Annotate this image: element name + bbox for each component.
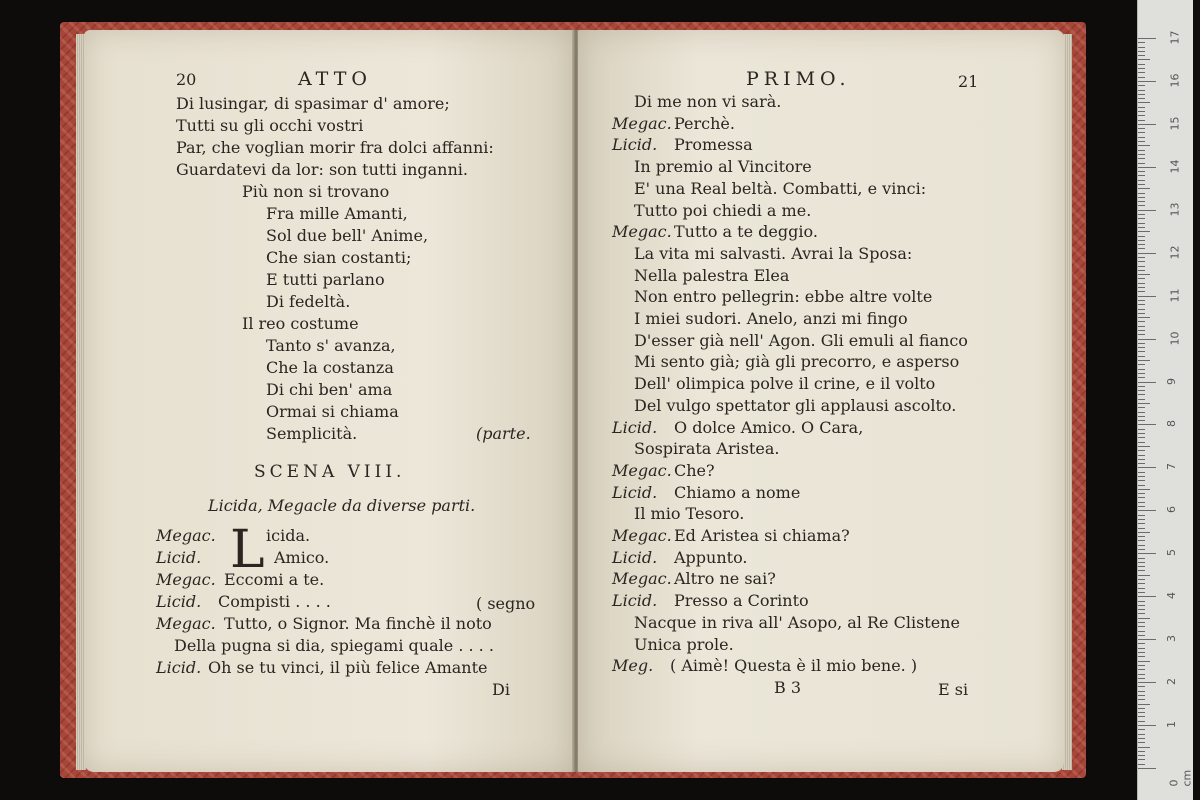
right-page [578, 30, 1064, 772]
dialogue-text: Tutto a te deggio. [674, 222, 818, 242]
ruler-tick [1138, 150, 1145, 151]
ruler-tick [1138, 480, 1145, 481]
ruler-tick [1138, 231, 1150, 232]
speaker-label: Licid. [156, 658, 202, 677]
ruler-tick [1138, 725, 1156, 726]
ruler-tick [1138, 287, 1145, 288]
dialogue-text: Oh se tu vinci, il più felice Amante [208, 658, 488, 677]
dialogue-text: Nella palestra Elea [634, 265, 790, 285]
ruler-tick [1138, 553, 1156, 554]
ruler-tick [1138, 523, 1145, 524]
verse-line: Ormai si chiama [266, 402, 399, 421]
verse-line: Più non si trovano [242, 182, 390, 201]
ruler-tick [1138, 356, 1145, 357]
dialogue-text: Nacque in riva all' Asopo, al Re Clistene [634, 612, 960, 632]
speaker-label: Megac. [612, 222, 672, 242]
ruler-number: 1 [1165, 721, 1178, 729]
speaker-label: Megac. [612, 460, 672, 480]
ruler-tick [1138, 601, 1145, 602]
ruler-tick [1138, 609, 1145, 610]
ruler-tick [1138, 128, 1145, 129]
ruler-tick [1138, 266, 1145, 267]
ruler-tick [1138, 566, 1145, 567]
ruler-tick [1138, 364, 1145, 365]
dialogue-text: Presso a Corinto [674, 591, 809, 611]
ruler-tick [1138, 489, 1150, 490]
ruler-tick [1138, 424, 1156, 425]
ruler-tick [1138, 317, 1150, 318]
ruler-number: 4 [1165, 592, 1178, 600]
dialogue-text: In premio al Vincitore [634, 157, 812, 177]
ruler-tick [1138, 515, 1145, 516]
ruler-tick [1138, 420, 1145, 421]
dialogue-text: O dolce Amico. O Cara, [674, 417, 864, 437]
ruler-number: 5 [1165, 549, 1178, 557]
ruler-number: 3 [1165, 635, 1178, 643]
ruler-tick [1138, 686, 1145, 687]
ruler-tick [1138, 476, 1145, 477]
ruler-tick [1138, 618, 1150, 619]
ruler-tick [1138, 236, 1145, 237]
ruler-tick [1138, 248, 1145, 249]
ruler-tick [1138, 738, 1145, 739]
ruler-tick [1138, 558, 1145, 559]
ruler-tick [1138, 274, 1150, 275]
ruler-number: 9 [1165, 377, 1178, 385]
ruler-tick [1138, 132, 1145, 133]
stage-direction: (parte. [476, 424, 531, 443]
drop-cap: L [230, 520, 265, 580]
dialogue-text: Del vulgo spettator gli applausi ascolto. [634, 395, 957, 415]
ruler-tick [1138, 437, 1145, 438]
ruler-tick [1138, 197, 1145, 198]
ruler-tick [1138, 326, 1145, 327]
ruler-tick [1138, 382, 1156, 383]
ruler-tick [1138, 403, 1150, 404]
ruler-tick [1138, 38, 1156, 39]
ruler-tick [1138, 734, 1145, 735]
ruler-tick [1138, 570, 1145, 571]
ruler-tick [1138, 339, 1156, 340]
speaker-label: Licid. [612, 135, 658, 155]
ruler-tick [1138, 506, 1145, 507]
ruler-tick [1138, 485, 1145, 486]
ruler-tick [1138, 81, 1156, 82]
ruler-tick [1138, 59, 1150, 60]
dialogue-text: Della pugna si dia, spiegami quale . . . . [174, 636, 494, 655]
ruler-tick [1138, 42, 1145, 43]
measuring-ruler [1137, 0, 1193, 800]
ruler-tick [1138, 373, 1145, 374]
ruler-number: 15 [1168, 116, 1182, 131]
ruler-tick [1138, 708, 1145, 709]
speaker-label: Licid. [612, 591, 658, 611]
dialogue-text: Ed Aristea si chiama? [674, 526, 850, 545]
ruler-tick [1138, 330, 1145, 331]
ruler-tick [1138, 171, 1145, 172]
speaker-label: Licid. [156, 592, 202, 611]
speaker-label: Megac. [612, 526, 672, 545]
ruler-tick [1138, 446, 1150, 447]
dialogue-text: Il mio Tesoro. [634, 504, 745, 524]
ruler-tick [1138, 639, 1156, 640]
ruler-tick [1138, 528, 1145, 529]
dialogue-text: Tutto poi chiedi a me. [634, 200, 812, 220]
ruler-tick [1138, 154, 1145, 155]
speaker-label: Megac. [612, 569, 672, 589]
dialogue-text: I miei sudori. Anelo, anzi mi fingo [634, 309, 908, 328]
ruler-tick [1138, 102, 1150, 103]
ruler-tick [1138, 291, 1145, 292]
ruler-tick [1138, 261, 1145, 262]
catchword: E si [938, 680, 969, 699]
ruler-tick [1138, 115, 1145, 116]
ruler-tick [1138, 120, 1145, 121]
ruler-tick [1138, 592, 1145, 593]
speaker-label: Meg. [612, 656, 654, 676]
ruler-tick [1138, 416, 1145, 417]
ruler-tick [1138, 193, 1145, 194]
ruler-tick [1138, 442, 1145, 443]
ruler-tick [1138, 90, 1145, 91]
ruler-tick [1138, 94, 1145, 95]
ruler-tick [1138, 270, 1145, 271]
ruler-tick [1138, 223, 1145, 224]
left-page [84, 30, 574, 772]
dialogue-text: Di me non vi sarà. [634, 92, 782, 111]
ruler-tick [1138, 180, 1145, 181]
ruler-tick [1138, 549, 1145, 550]
verse-line: Di lusingar, di spasimar d' amore; [176, 94, 450, 113]
dialogue-text: ( Aimè! Questa è il mio bene. ) [670, 656, 918, 676]
verse-line: Fra mille Amanti, [266, 204, 408, 223]
speaker-label: Megac. [156, 570, 216, 589]
ruler-number: 17 [1168, 30, 1182, 45]
ruler-tick [1138, 188, 1150, 189]
dialogue-text: Dell' olimpica polve il crine, e il volto [634, 374, 936, 394]
stage-direction: ( segno [476, 594, 536, 613]
ruler-tick [1138, 751, 1145, 752]
dialogue-text: Sospirata Aristea. [634, 439, 780, 459]
ruler-tick [1138, 278, 1145, 279]
ruler-tick [1138, 472, 1145, 473]
signature-mark: B 3 [774, 678, 802, 697]
ruler-number: 10 [1168, 331, 1182, 346]
ruler-tick [1138, 665, 1145, 666]
ruler-tick [1138, 360, 1150, 361]
ruler-tick [1138, 163, 1145, 164]
dialogue-text: Perchè. [674, 113, 735, 133]
dialogue-text: Unica prole. [634, 634, 734, 654]
ruler-tick [1138, 643, 1145, 644]
ruler-tick [1138, 596, 1156, 597]
ruler-tick [1138, 283, 1145, 284]
ruler-tick [1138, 111, 1145, 112]
ruler-tick [1138, 334, 1145, 335]
verse-line: Tutti su gli occhi vostri [176, 116, 364, 135]
ruler-tick [1138, 137, 1145, 138]
ruler-tick [1138, 545, 1145, 546]
ruler-tick [1138, 124, 1156, 125]
speaker-label: Licid. [156, 548, 202, 567]
dialogue-text: E' una Real beltà. Combatti, e vinci: [634, 178, 927, 198]
ruler-tick [1138, 218, 1145, 219]
scene-subtitle: Licida, Megacle da diverse parti. [208, 496, 476, 515]
ruler-tick [1138, 407, 1145, 408]
ruler-tick [1138, 729, 1145, 730]
dialogue-text: Compisti . . . . [218, 592, 331, 611]
speaker-label: Megac. [612, 113, 672, 133]
ruler-number: 7 [1165, 463, 1178, 471]
ruler-number: 8 [1165, 420, 1178, 428]
ruler-number: 6 [1165, 506, 1178, 514]
ruler-tick [1138, 764, 1145, 765]
ruler-tick [1138, 107, 1145, 108]
ruler-tick [1138, 631, 1145, 632]
ruler-tick [1138, 253, 1156, 254]
ruler-tick [1138, 227, 1145, 228]
dialogue-text: icida. [266, 526, 311, 545]
dialogue-text: Mi sento già; già gli precorro, e asperso [634, 352, 960, 372]
dialogue-text: Appunto. [674, 547, 748, 567]
ruler-tick [1138, 674, 1145, 675]
ruler-tick [1138, 467, 1156, 468]
ruler-tick [1138, 390, 1145, 391]
ruler-tick [1138, 768, 1156, 769]
ruler-tick [1138, 742, 1145, 743]
ruler-tick [1138, 704, 1150, 705]
ruler-tick [1138, 691, 1145, 692]
ruler-tick [1138, 721, 1145, 722]
ruler-tick [1138, 47, 1145, 48]
ruler-tick [1138, 309, 1145, 310]
verse-line: Che sian costanti; [266, 248, 412, 267]
left-running-header: ATTO [298, 68, 372, 90]
ruler-tick [1138, 497, 1145, 498]
ruler-tick [1138, 433, 1145, 434]
ruler-tick [1138, 201, 1145, 202]
verse-line: Il reo costume [242, 314, 359, 333]
ruler-number: 14 [1168, 159, 1182, 174]
verse-line: Guardatevi da lor: son tutti inganni. [176, 160, 468, 179]
ruler-tick [1138, 244, 1145, 245]
ruler-tick [1138, 669, 1145, 670]
ruler-tick [1138, 755, 1145, 756]
ruler-tick [1138, 519, 1145, 520]
scene-title: SCENA VIII. [254, 462, 406, 482]
ruler-tick [1138, 463, 1145, 464]
ruler-number: 16 [1168, 73, 1182, 88]
ruler-tick [1138, 536, 1145, 537]
ruler-number: 13 [1168, 202, 1182, 217]
ruler-tick [1138, 343, 1145, 344]
ruler-tick [1138, 656, 1145, 657]
ruler-tick [1138, 613, 1145, 614]
ruler-tick [1138, 562, 1145, 563]
ruler-tick [1138, 699, 1145, 700]
ruler-tick [1138, 68, 1145, 69]
catchword: Di [492, 680, 510, 699]
ruler-tick [1138, 399, 1145, 400]
ruler-tick [1138, 759, 1145, 760]
dialogue-text: Chiamo a nome [674, 482, 801, 502]
ruler-tick [1138, 184, 1145, 185]
ruler-tick [1138, 583, 1145, 584]
ruler-tick [1138, 304, 1145, 305]
ruler-tick [1138, 502, 1145, 503]
verse-line: Che la costanza [266, 358, 394, 377]
ruler-tick [1138, 510, 1156, 511]
ruler-tick [1138, 145, 1150, 146]
ruler-tick [1138, 72, 1145, 73]
ruler-tick [1138, 175, 1145, 176]
ruler-tick [1138, 747, 1150, 748]
verse-line: Par, che voglian morir fra dolci affanni: [176, 138, 494, 157]
ruler-tick [1138, 369, 1145, 370]
ruler-tick [1138, 682, 1156, 683]
ruler-tick [1138, 661, 1150, 662]
ruler-tick [1138, 455, 1145, 456]
ruler-tick [1138, 205, 1145, 206]
ruler-tick [1138, 210, 1156, 211]
ruler-tick [1138, 347, 1145, 348]
ruler-tick [1138, 141, 1145, 142]
ruler-tick [1138, 394, 1145, 395]
speaker-label: Licid. [612, 482, 658, 502]
verse-line: Di fedeltà. [266, 292, 351, 311]
ruler-tick [1138, 605, 1145, 606]
ruler-tick [1138, 652, 1145, 653]
ruler-tick [1138, 540, 1145, 541]
ruler-tick [1138, 579, 1145, 580]
ruler-tick [1138, 377, 1145, 378]
ruler-tick [1138, 575, 1150, 576]
ruler-tick [1138, 321, 1145, 322]
ruler-tick [1138, 64, 1145, 65]
left-folio: 20 [176, 70, 197, 89]
verse-line: Semplicità. [266, 424, 358, 443]
ruler-tick [1138, 167, 1156, 168]
ruler-tick [1138, 313, 1145, 314]
ruler-tick [1138, 493, 1145, 494]
ruler-tick [1138, 429, 1145, 430]
speaker-label: Licid. [612, 417, 658, 437]
speaker-label: Megac. [156, 614, 216, 633]
ruler-number: 11 [1168, 288, 1182, 303]
dialogue-text: Eccomi a te. [224, 570, 325, 589]
ruler-tick [1138, 648, 1145, 649]
speaker-label: Licid. [612, 547, 658, 567]
dialogue-text: Non entro pellegrin: ebbe altre volte [634, 287, 933, 307]
ruler-tick [1138, 716, 1145, 717]
right-folio: 21 [958, 72, 979, 91]
verse-line: Tanto s' avanza, [266, 336, 396, 355]
dialogue-text: Amico. [274, 548, 330, 567]
ruler-tick [1138, 412, 1145, 413]
ruler-tick [1138, 296, 1156, 297]
ruler-tick [1138, 98, 1145, 99]
dialogue-text: Promessa [674, 135, 753, 155]
ruler-tick [1138, 712, 1145, 713]
ruler-tick [1138, 214, 1145, 215]
dialogue-text: Tutto, o Signor. Ma finchè il noto [224, 614, 492, 633]
dialogue-text: Che? [674, 460, 715, 480]
ruler-tick [1138, 240, 1145, 241]
ruler-tick [1138, 77, 1145, 78]
ruler-tick [1138, 85, 1145, 86]
right-running-header: PRIMO. [746, 68, 851, 90]
ruler-tick [1138, 626, 1145, 627]
verse-line: Sol due bell' Anime, [266, 226, 429, 245]
ruler-tick [1138, 300, 1145, 301]
ruler-tick [1138, 257, 1145, 258]
ruler-tick [1138, 588, 1145, 589]
ruler-number: 2 [1165, 678, 1178, 686]
ruler-number: 12 [1168, 245, 1182, 260]
dialogue-text: D'esser già nell' Agon. Gli emuli al fianco [634, 330, 968, 350]
ruler-tick [1138, 459, 1145, 460]
ruler-tick [1138, 678, 1145, 679]
ruler-tick [1138, 695, 1145, 696]
ruler-tick [1138, 55, 1145, 56]
dialogue-text: La vita mi salvasti. Avrai la Sposa: [634, 243, 913, 263]
ruler-tick [1138, 51, 1145, 52]
ruler-tick [1138, 622, 1145, 623]
ruler-tick [1138, 450, 1145, 451]
ruler-tick [1138, 351, 1145, 352]
verse-line: E tutti parlano [266, 270, 385, 289]
ruler-tick [1138, 158, 1145, 159]
speaker-label: Megac. [156, 526, 216, 545]
ruler-tick [1138, 386, 1145, 387]
dialogue-text: Altro ne sai? [674, 569, 776, 589]
ruler-tick [1138, 532, 1150, 533]
verse-line: Di chi ben' ama [266, 380, 393, 399]
ruler-tick [1138, 635, 1145, 636]
ruler-number: 0 cm [1167, 769, 1194, 787]
